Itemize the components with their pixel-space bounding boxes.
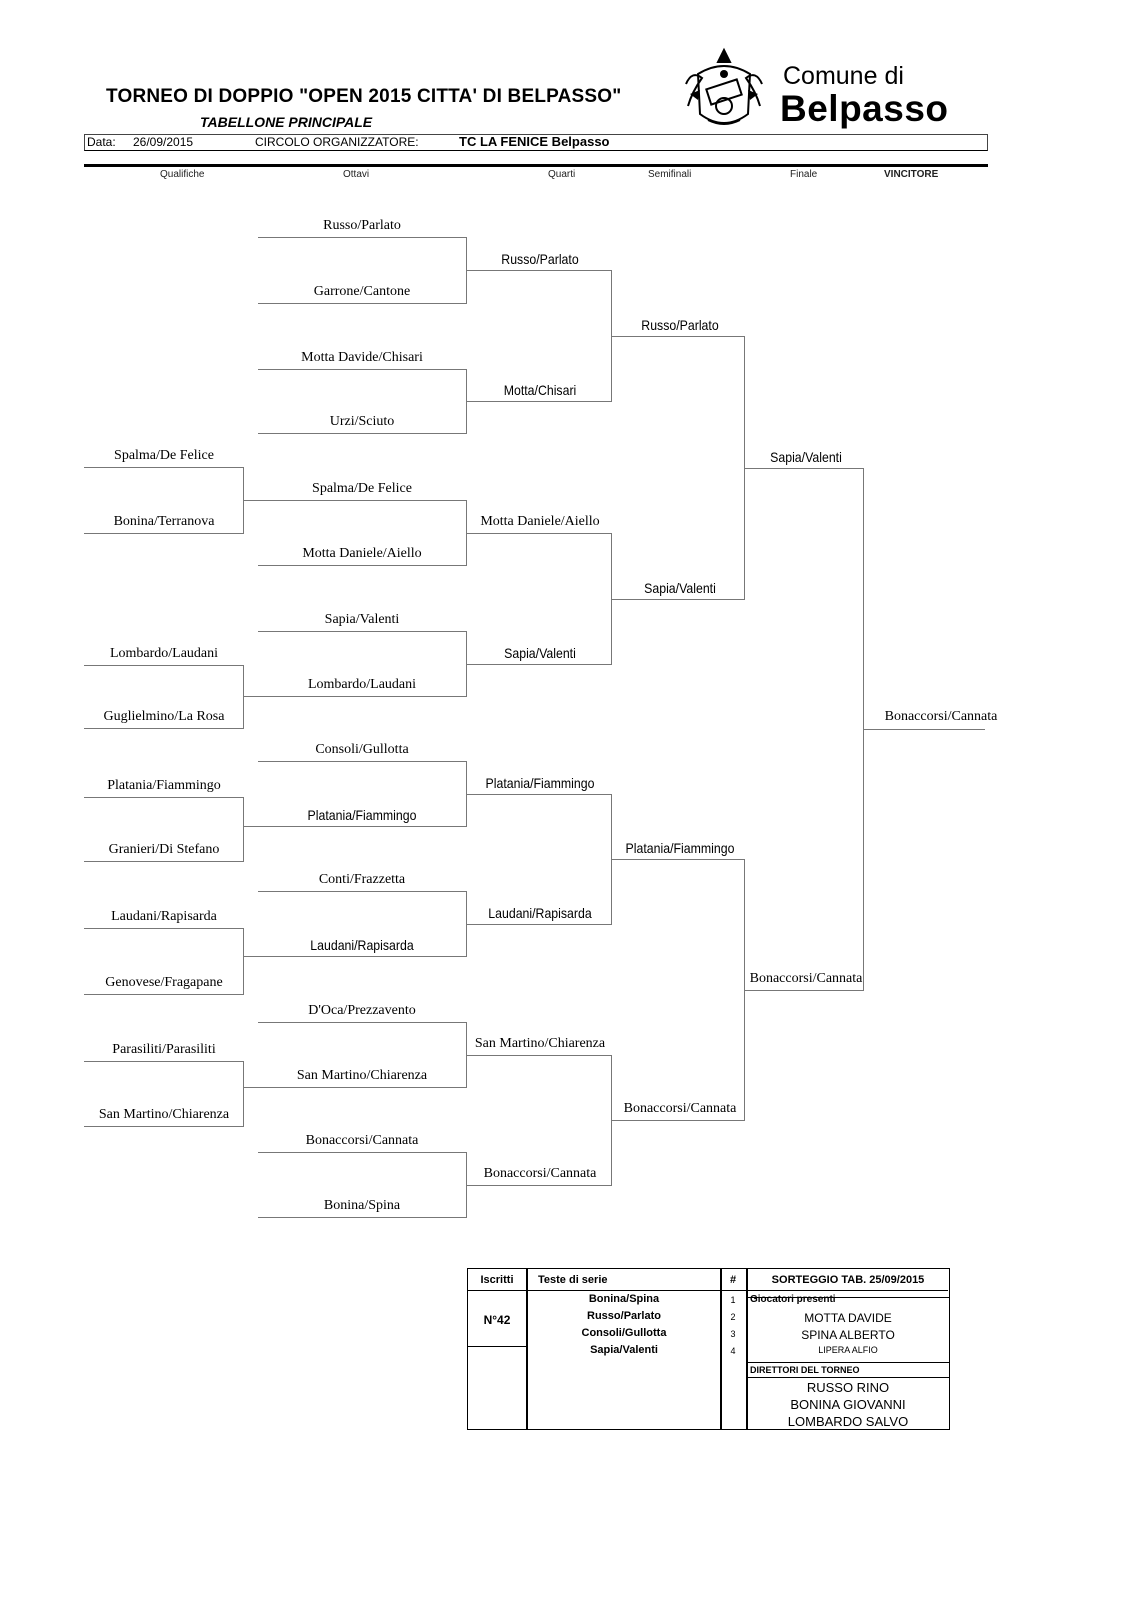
bracket-connector [243,1061,244,1127]
giocatore-entry: SPINA ALBERTO [801,1328,895,1342]
bracket-line [258,1152,467,1153]
tournament-title: TORNEO DI DOPPIO "OPEN 2015 CITTA' DI BELPASSO" [106,86,622,107]
bracket-connector [243,928,244,995]
bracket-line [466,270,612,271]
ottavi-entry: Bonina/Spina [323,1198,401,1213]
direttori-label: DIRETTORI DEL TORNEO [750,1365,860,1375]
bracket-line [258,237,467,238]
qualifiche-entry: Guglielmino/La Rosa [103,709,225,724]
ottavi-entry: Bonaccorsi/Cannata [305,1133,419,1148]
bracket-line [258,696,467,697]
semifinali-entry: Sapia/Valenti [644,580,716,596]
bracket-line [466,1185,612,1186]
bracket-line [243,1087,258,1088]
bracket-line [84,728,244,729]
bracket-line [84,533,244,534]
bracket-line [84,928,244,929]
bracket-line [258,761,467,762]
ottavi-entry: San Martino/Chiarenza [296,1068,428,1083]
ottavi-entry: Sapia/Valenti [324,612,400,627]
quarti-entry: Motta Daniele/Aiello [480,514,600,529]
bracket-line [258,1217,467,1218]
iscritti-header: Iscritti [480,1274,514,1286]
bracket-line [84,665,244,666]
ottavi-entry: Spalma/De Felice [312,481,412,496]
quarti-entry: Russo/Parlato [501,251,579,267]
teste-header: Teste di serie [538,1274,608,1286]
finale-entry: Bonaccorsi/Cannata [749,971,863,986]
bracket-line [466,401,612,402]
ottavi-entry: Motta Daniele/Aiello [302,546,422,561]
bracket-line [611,1120,745,1121]
ottavi-entry: Lombardo/Laudani [307,677,417,692]
quarti-entry: Motta/Chisari [503,382,577,398]
seed-number: 4 [730,1346,736,1356]
sorteggio-header: SORTEGGIO TAB. 25/09/2015 [771,1274,925,1286]
direttore-entry: RUSSO RINO [806,1380,890,1395]
semifinali-entry: Platania/Fiammingo [625,840,735,856]
bracket-line [258,1087,467,1088]
ottavi-entry: Motta Davide/Chisari [301,350,423,365]
qualifiche-entry: Spalma/De Felice [114,448,214,463]
qualifiche-entry: Laudani/Rapisarda [111,909,217,924]
semifinali-entry: Bonaccorsi/Cannata [623,1101,737,1116]
bracket-line [84,1061,244,1062]
bracket-line [258,826,467,827]
bracket-subtitle: TABELLONE PRINCIPALE [200,114,373,130]
bracket-line [258,369,467,370]
finale-entry: Sapia/Valenti [770,449,842,465]
info-row-rule [467,1346,527,1347]
bracket-line [466,924,612,925]
bracket-line [84,1126,244,1127]
bracket-line [258,433,467,434]
date-value: 26/09/2015 [133,135,194,149]
bracket-line [243,956,258,957]
col-qualifiche: Qualifiche [160,169,205,180]
quarti-entry: Sapia/Valenti [504,645,576,661]
quarti-entry: San Martino/Chiarenza [474,1036,606,1051]
qualifiche-entry: Parasiliti/Parasiliti [112,1042,216,1057]
bracket-line [466,664,612,665]
seed-number: 3 [730,1329,736,1339]
bracket-line [84,797,244,798]
qualifiche-entry: Platania/Fiammingo [107,778,221,793]
info-row-rule [746,1362,949,1363]
seed-number: 1 [730,1295,736,1305]
col-vincitore: VINCITORE [884,169,939,180]
bracket-line [611,599,745,600]
logo-line2: Belpasso [780,88,949,129]
info-row-rule [746,1377,949,1378]
direttore-entry: LOMBARDO SALVO [787,1414,909,1429]
ottavi-entry: Conti/Frazzetta [318,872,406,887]
bracket-line [258,1022,467,1023]
col-semifinali: Semifinali [648,169,692,180]
quarti-entry: Platania/Fiammingo [485,775,595,791]
qualifiche-entry: San Martino/Chiarenza [98,1107,230,1122]
quarti-entry: Bonaccorsi/Cannata [483,1166,597,1181]
qualifiche-entry: Lombardo/Laudani [109,646,219,661]
bracket-line [744,468,864,469]
circolo-value: TC LA FENICE Belpasso [459,134,610,149]
ottavi-entry: Laudani/Rapisarda [310,937,414,953]
seed-entry: Russo/Parlato [587,1310,661,1322]
seed-entry: Sapia/Valenti [590,1344,658,1356]
quarti-entry: Laudani/Rapisarda [488,905,592,921]
logo-line1: Comune di [783,62,904,90]
seed-number: 2 [730,1312,736,1322]
direttore-entry: BONINA GIOVANNI [790,1397,906,1412]
bracket-line [258,565,467,566]
iscritti-value: N°42 [483,1313,511,1327]
num-header: # [729,1274,737,1286]
winner-entry: Bonaccorsi/Cannata [884,709,998,724]
seed-entry: Consoli/Gullotta [581,1327,667,1339]
bracket-line [611,336,745,337]
ottavi-entry: Garrone/Cantone [313,284,411,299]
giocatore-entry: LIPERA ALFIO [818,1345,878,1355]
ottavi-entry: D'Oca/Prezzavento [308,1003,416,1018]
qualifiche-entry: Genovese/Fragapane [105,975,223,990]
circolo-label: CIRCOLO ORGANIZZATORE: [255,135,419,149]
bracket-line [466,533,612,534]
bracket-line [863,729,985,730]
qualifiche-entry: Bonina/Terranova [113,514,215,529]
qualifiche-entry: Granieri/Di Stefano [108,842,220,857]
bracket-line [258,956,467,957]
bracket-connector [243,797,244,862]
date-label: Data: [87,135,116,149]
bracket-connector [243,665,244,729]
bracket-line [258,303,467,304]
bracket-line [243,696,258,697]
ottavi-entry: Platania/Fiammingo [307,807,417,823]
giocatori-label: Giocatori presenti [750,1294,836,1305]
bracket-line [243,500,258,501]
bracket-line [258,500,467,501]
ottavi-entry: Consoli/Gullotta [315,742,409,757]
giocatore-entry: MOTTA DAVIDE [804,1311,892,1325]
seed-entry: Bonina/Spina [588,1293,660,1305]
ottavi-entry: Urzi/Sciuto [329,414,395,429]
col-quarti: Quarti [548,169,576,180]
bracket-line [84,994,244,995]
bracket-line [258,631,467,632]
bracket-line [744,990,864,991]
bracket-line [466,794,612,795]
bracket-line [258,891,467,892]
semifinali-entry: Russo/Parlato [641,317,719,333]
ottavi-entry: Russo/Parlato [323,218,401,233]
bracket-line [243,826,258,827]
col-ottavi: Ottavi [343,169,370,180]
bracket-line [84,861,244,862]
col-finale: Finale [790,169,818,180]
bracket-line [466,1055,612,1056]
bracket-line [84,467,244,468]
bracket-line [611,859,745,860]
